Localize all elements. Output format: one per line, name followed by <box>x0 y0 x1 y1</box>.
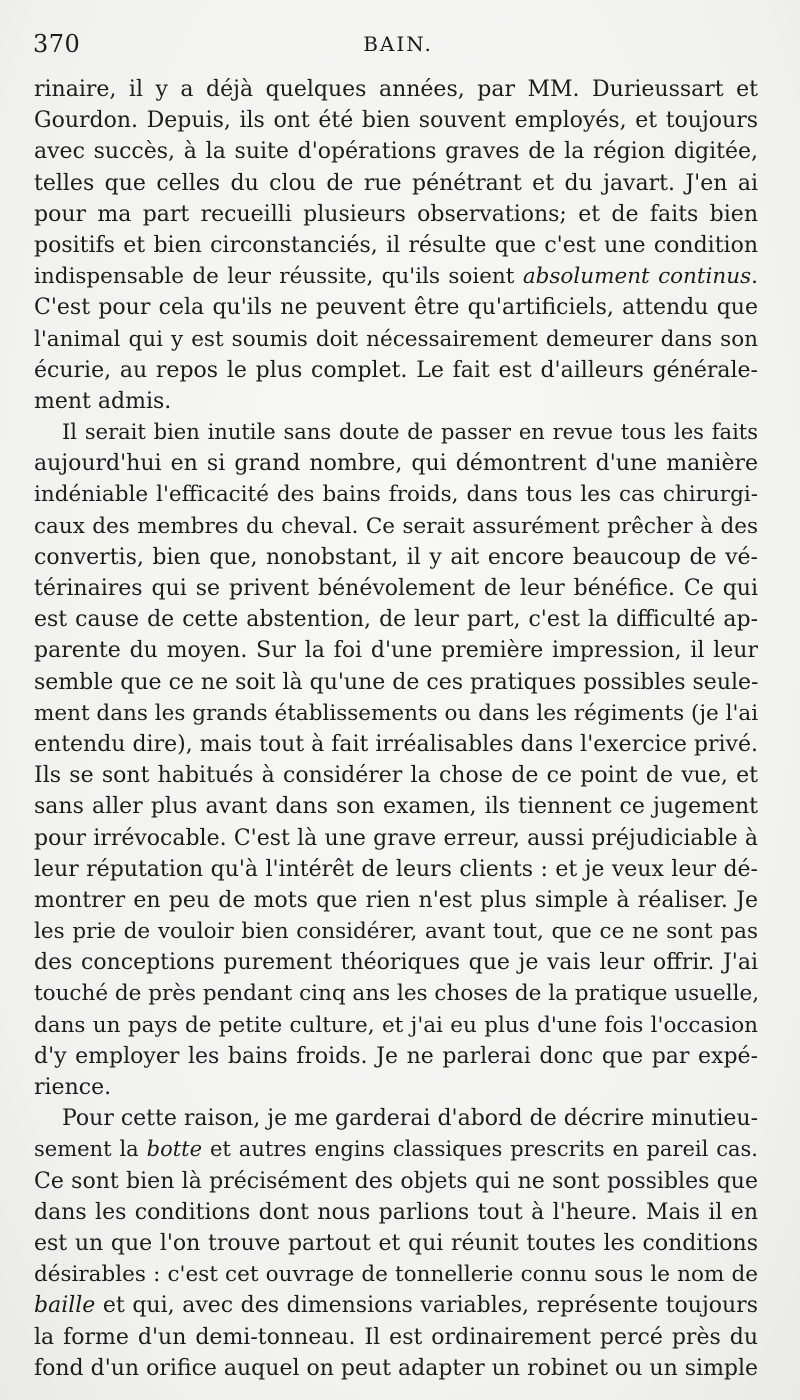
text-line: baille et qui, avec des dimensions variables, représente toujours <box>34 1293 758 1319</box>
text-line: rience. <box>34 1075 112 1100</box>
text-line: pour irrévocable. C'est là une grave erreur, aussi préjudiciable à <box>34 825 758 851</box>
text-line: convertis, bien que, nonobstant, il y ait encore beaucoup de vé- <box>34 544 758 570</box>
text-line: rinaire, il y a déjà quelques années, par MM. Durieussart et <box>34 77 758 102</box>
text-line: leur réputation qu'à l'intérêt de leurs clients : et je veux leur dé- <box>34 856 758 882</box>
text-line: pour ma part recueilli plusieurs observations; et de faits bien <box>34 201 758 227</box>
text-line: entendu dire), mais tout à fait irréalisables dans l'exercice privé. <box>34 731 758 757</box>
text-line: dans un pays de petite culture, et j'ai eu plus d'une fois l'occasion <box>34 1012 758 1038</box>
italic-term: absolument continus <box>522 264 752 290</box>
text-line: telles que celles du clou de rue pénétrant et du javart. J'en ai <box>34 170 758 196</box>
text-line: touché de près pendant cinq ans les choses de la pratique usuelle, <box>34 981 760 1007</box>
running-head: BAIN. <box>363 32 433 56</box>
text-line: semble que ce ne soit là qu'une de ces pratiques possibles seule- <box>34 669 759 695</box>
page-header <box>33 30 763 64</box>
text-line: d'y employer les bains froids. Je ne parlerai donc que par expé- <box>34 1043 758 1069</box>
text-line: fond d'un orifice auquel on peut adapter un robinet ou un simple <box>34 1355 759 1381</box>
text-line: Ils se sont habitués à considérer la chose de ce point de vue, et <box>34 763 758 789</box>
text-line: l'animal qui y est soumis doit nécessairement demeurer dans son <box>34 326 758 352</box>
text-line: indispensable de leur réussite, qu'ils soient absolument continus. <box>34 264 758 290</box>
text-line: la forme d'un demi-tonneau. Il est ordinairement percé près du <box>34 1324 758 1350</box>
text-line: Il serait bien inutile sans doute de passer en revue tous les faits <box>62 420 758 445</box>
page-number: 370 <box>33 30 81 58</box>
text-line: sans aller plus avant dans son examen, ils tiennent ce jugement <box>34 794 758 820</box>
text-line: ment dans les grands établissements ou dans les régiments (je l'ai <box>34 700 759 726</box>
text-line: désirables : c'est cet ouvrage de tonnellerie connu sous le nom de <box>34 1262 758 1288</box>
italic-term: baille <box>34 1293 96 1319</box>
text-line: avec succès, à la suite d'opérations graves de la région digitée, <box>34 139 758 165</box>
body-text <box>34 74 758 1384</box>
text-line: des conceptions purement théoriques que je vais leur offrir. J'ai <box>34 950 758 976</box>
text-line: Pour cette raison, je me garderai d'abord de décrire minutieu- <box>62 1106 758 1132</box>
text-line: Gourdon. Depuis, ils ont été bien souvent employés, et toujours <box>34 108 758 134</box>
text-line: montrer en peu de mots que rien n'est plus simple à réaliser. Je <box>34 887 758 913</box>
text-line: ment admis. <box>34 388 172 414</box>
text-line: sement la botte et autres engins classiques prescrits en pareil cas. <box>34 1137 758 1162</box>
text-line: écurie, au repos le plus complet. Le fait est d'ailleurs générale- <box>34 357 758 383</box>
text-line: indéniable l'efficacité des bains froids, dans tous les cas chirurgi- <box>34 482 758 508</box>
text-line: les prie de vouloir bien considérer, avant tout, que ce ne sont pas <box>34 919 758 945</box>
text-line: est un que l'on trouve partout et qui réunit toutes les conditions <box>34 1230 758 1256</box>
text-line: est cause de cette abstention, de leur part, c'est la difficulté ap- <box>34 607 758 633</box>
text-line: C'est pour cela qu'ils ne peuvent être qu'artificiels, attendu que <box>34 295 758 321</box>
text-line: térinaires qui se privent bénévolement de leur bénéfice. Ce qui <box>34 576 758 601</box>
italic-term: botte <box>146 1137 203 1162</box>
text-line: parente du moyen. Sur la foi d'une première impression, il leur <box>34 638 758 664</box>
text-line: positifs et bien circonstanciés, il résulte que c'est une condition <box>34 232 758 258</box>
text-line: caux des membres du cheval. Ce serait assurément prêcher à des <box>34 513 758 539</box>
text-line: dans les conditions dont nous parlions tout à l'heure. Mais il en <box>34 1199 758 1225</box>
text-line: aujourd'hui en si grand nombre, qui démontrent d'une manière <box>34 451 758 477</box>
text-line: Ce sont bien là précisément des objets qui ne sont possibles que <box>34 1168 758 1194</box>
